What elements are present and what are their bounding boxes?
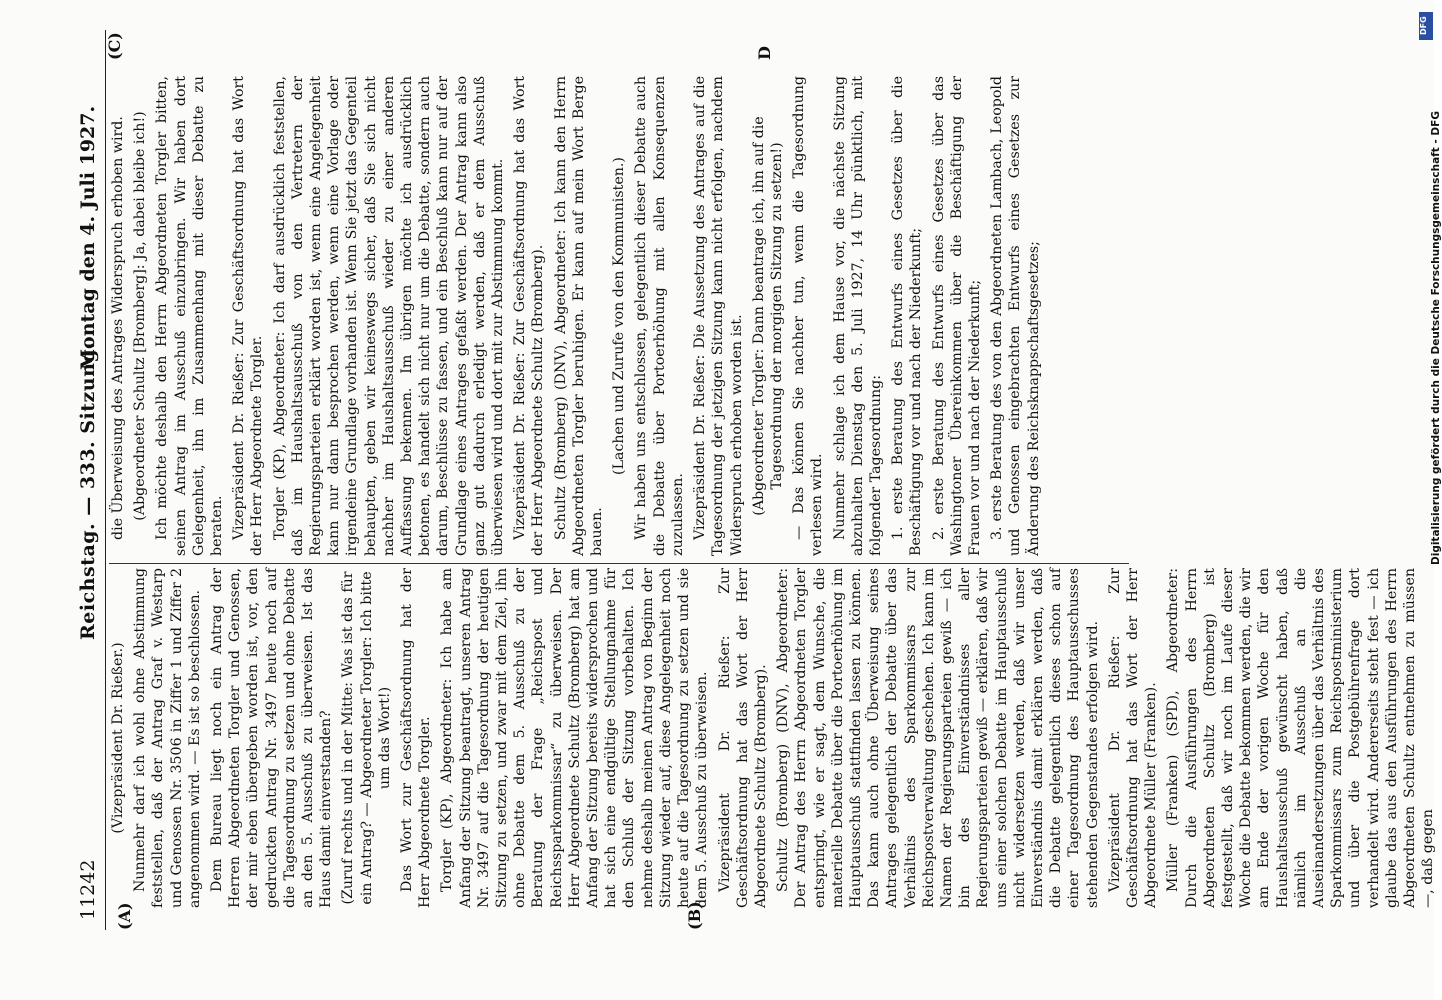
paragraph: Schultz (Bromberg) (DNV), Abgeordneter: Der Antrag des Herrn Abgeordneten Torgler entspringt, wie er sagt, dem Wunsche, die materielle Debatte über die Portoerhöhung im Hauptausschuß stattfinden lassen zu können. Das kann auch ohne Überweisung seines Antrages gelegentlich der Debatte über das Verhältnis des Sparkommissars zur Reichspostverwaltung geschehen. Ich kann im Namen der Regierungsparteien gewiß — ich bin des Einverständnisses aller Regierungsparteien gewiß — erklären, daß wir uns einer solchen Debatte im Hauptausschuß nicht widersetzen werden, daß wir unser Einverständnis damit erklären werden, daß die Debatte gelegentlich dieses schon auf einer Tagesordnung des Hauptausschusses stehenden Gegenstandes erfolgen wird. [775, 568, 1101, 908]
digitization-note [1418, 10, 1442, 570]
margin-mark-c: (C) [105, 32, 124, 60]
text-column-right [109, 76, 1129, 556]
page-header [75, 30, 106, 930]
paragraph: Schultz (Bromberg) (DNV), Abgeordneter: Ich kann den Herrn Abgeordneten Torgler beruhigen. Er kann auf mein Wort Berge bauen. [552, 76, 606, 556]
column-divider [109, 563, 1129, 564]
paragraph: — Das können Sie nachher tun, wenn die Tagesordnung verlesen wird. [791, 76, 826, 556]
header-date: Montag den 4. Juli 1927. [77, 105, 99, 370]
paragraph: die Überweisung des Antrages Widerspruch erhoben wird. [110, 116, 126, 540]
text-column-left [109, 568, 1437, 908]
margin-mark-d: D [755, 46, 774, 60]
digitization-note-text: Digitalisierung gefördert durch die Deutsche Forschungsgemeinschaft - DFG [1430, 111, 1442, 565]
paragraph: Nunmehr darf ich wohl ohne Abstimmung feststellen, daß der Antrag Graf v. Westarp und Genossen Nr. 3506 in Ziffer 1 und Ziffer 2 angenommen wird. — Es ist so beschlossen. [132, 568, 203, 908]
paragraph: (Abgeordneter Torgler: Dann beantrage ich, ihn auf die Tagesordnung der morgigen Sitzung zu setzen!) [750, 116, 785, 516]
paragraph: Torgler (KP), Abgeordneter: Ich habe am Anfang der Sitzung beantragt, unseren Antrag Nr. 3497 auf die Tagesordnung der heutigen Sitzung zu setzen, und zwar mit dem Ziel, ihn ohne Debatte dem 5. Ausschuß zu der Beratung der Frage „Reichspost und Reichssparkommissar“ zu überweisen. Der Herr Abgeordnete Schultz (Bromberg) hat am Anfang der Sitzung bereits widersprochen und hat sich eine endgültige Stellungnahme für den Schluß der Sitzung vorbehalten. Ich nehme deshalb meinen Antrag von Beginn der Sitzung wieder auf, diese Angelegenheit noch heute auf die Tagesordnung zu setzen und sie dem 5. Ausschuß zu überweisen. [439, 568, 711, 908]
paragraph: Nunmehr schlage ich dem Hause vor, die nächste Sitzung abzuhalten Dienstag den 5. Juli 1927, 14 Uhr pünktlich, mit folgender Tagesordnung: [831, 76, 884, 556]
paragraph: Dem Bureau liegt noch ein Antrag der Herren Abgeordneten Torgler und Genossen, der mir eben übergeben worden ist, vor, den gedruckten Antrag Nr. 3497 heute noch auf die Tagesordnung zu setzen und ohne Debatte an den 5. Ausschuß zu überweisen. Ist das Haus damit einverstanden? [209, 568, 335, 908]
paragraph: (Vizepräsident Dr. Rießer.) [110, 642, 126, 834]
paragraph: Vizepräsident Dr. Rießer: Zur Geschäftsordnung hat das Wort der Herr Abgeordnete Müller (Franken). [1106, 568, 1160, 908]
margin-mark-a: (A) [115, 902, 134, 930]
margin-mark-b: (B) [685, 901, 704, 930]
paragraph: Vizepräsident Dr. Rießer: Zur Geschäftsordnung hat das Wort der Herr Abgeordnete Schultz (Bromberg). [512, 76, 547, 556]
paragraph: Müller (Franken) (SPD), Abgeordneter: Durch die Ausführungen des Herrn Abgeordneten Schultz (Bromberg) ist festgestellt, daß wir noch im Laufe dieser Woche die Debatte bekommen werden, die wir am Ende der vorigen Woche für den Haushaltsausschuß gewünscht haben, daß nämlich im Ausschuß an die Auseinandersetzungen über das Verhältnis des Sparkommissars zum Reichspostministerium und über die Postgebührenfrage dort verhandelt wird. Andererseits steht fest — ich glaube das aus den Ausführungen des Herrn Abgeordneten Schultz entnehmen zu müssen —, daß gegen [1165, 568, 1437, 908]
paragraph: Torgler (KP), Abgeordneter: Ich darf ausdrücklich feststellen, daß im Haushaltsausschuß von den Vertretern der Regierungsparteien erklärt worden ist, wenn eine Angelegenheit kann nur dann besprochen werden, wenn eine Vorlage oder irgendeine Grundlage vorhanden ist. Wenn Sie jetzt das Gegenteil behaupten, geben wir keineswegs sicher, daß Sie sich nicht nachher im Haushaltsausschuß wieder zu einer anderen Auffassung bekennen. Im übrigen möchte ich ausdrücklich betonen, es handelt sich nicht nur um die Debatte, sondern auch darum, Beschlüsse zu fassen, und ein Beschluß kann nur auf der Grundlage eines Antrages gefaßt werden. Der Antrag kann also ganz gut dadurch erledigt werden, daß er dem Ausschuß überwiesen wird und dort mit zur Abstimmung kommt. [271, 76, 507, 556]
paragraph: Wir haben uns entschlossen, gelegentlich dieser Debatte auch die Debatte über Portoerhöhung mit allen Konsequenzen zuzulassen. [633, 76, 686, 556]
header-title: Reichstag. — 333. Sitzung. [77, 341, 99, 640]
paragraph: (Lachen und Zurufe von den Kommunisten.) [611, 157, 628, 475]
paragraph: 3. erste Beratung des von den Abgeordneten Lambach, Leopold und Genossen eingebrachten Entwurfs eines Gesetzes zur Änderung des Reichsknappschaftsgesetzes; [989, 76, 1042, 556]
paragraph: 2. erste Beratung des Entwurfs eines Gesetzes über das Washingtoner Übereinkommen über die Beschäftigung der Frauen vor und nach der Niederkunft; [930, 76, 983, 556]
paragraph: 1. erste Beratung des Entwurfs eines Gesetzes über die Beschäftigung vor und nach der Niederkunft; [890, 76, 925, 556]
paragraph: Vizepräsident Dr. Rießer: Die Aussetzung des Antrages auf die Tagesordnung der jetzigen Sitzung kann nicht erfolgen, nachdem Widerspruch erhoben worden ist. [692, 76, 745, 556]
paragraph: (Abgeordneter Schultz [Bromberg]: Ja, dabei bleibe ich!) [132, 111, 149, 521]
dfg-logo: DFG [1419, 12, 1433, 40]
page-number: 11242 [77, 859, 99, 920]
paragraph: Ich möchte deshalb den Herrn Abgeordneten Torgler bitten, seinen Antrag im Ausschuß einzubringen. Wir haben dort Gelegenheit, ihn im Zusammenhang mit dieser Debatte zu beraten. [154, 76, 226, 556]
paragraph: Das Wort zur Geschäftsordnung hat der Herr Abgeordnete Torgler. [399, 568, 434, 908]
paragraph: (Zuruf rechts und in der Mitte: Was ist das für ein Antrag? — Abgeordneter Torgler: Ich bitte um das Wort!) [340, 571, 393, 905]
paragraph: Vizepräsident Dr. Rießer: Zur Geschäftsordnung hat das Wort der Herr Abgeordnete Torgler. [231, 76, 266, 556]
paragraph: Vizepräsident Dr. Rießer: Zur Geschäftsordnung hat das Wort der Herr Abgeordnete Schultz (Bromberg). [716, 568, 769, 908]
